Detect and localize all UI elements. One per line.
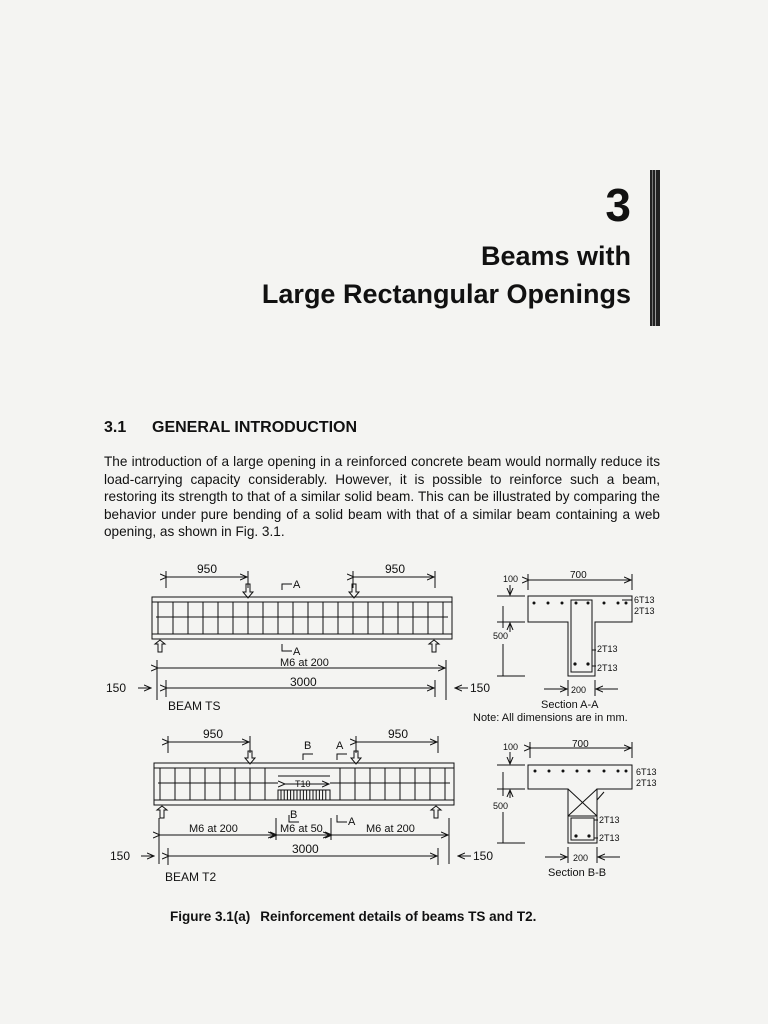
chapter-number: 3 xyxy=(605,179,631,231)
beam-ts-elevation xyxy=(152,571,452,639)
t2-span-label: 3000 xyxy=(292,842,319,856)
section-aa-web-width: 200 xyxy=(571,685,587,695)
ts-span-label: 3000 xyxy=(290,675,317,689)
section-aa-depth: 500 xyxy=(493,631,509,641)
t2-dim-left: 950 xyxy=(203,727,224,741)
section-bb-top-bars-2: 2T13 xyxy=(636,778,657,788)
section-bb-web-width: 200 xyxy=(573,853,589,863)
t2-section-mark-a-bottom: A xyxy=(348,816,356,828)
t2-opening-bars: T10 xyxy=(295,779,311,789)
t2-overhang-left: 150 xyxy=(110,849,131,863)
t2-section-mark-b-bottom: B xyxy=(290,809,298,821)
section-aa-bars xyxy=(533,602,628,666)
beam-ts-dimensions xyxy=(138,640,468,700)
ts-dim-left: 950 xyxy=(197,562,218,576)
t2-stirrup-right: M6 at 200 xyxy=(366,823,415,835)
section-bb-bars xyxy=(534,770,628,838)
chapter-title-line-1: Beams with xyxy=(480,241,631,271)
ts-section-mark-bottom: A xyxy=(293,646,301,658)
ts-dim-right: 950 xyxy=(385,562,406,576)
ts-overhang-right: 150 xyxy=(470,681,491,695)
beam-t2-dimensions xyxy=(141,806,471,865)
section-bb-title: Section B-B xyxy=(548,867,607,879)
t2-stirrup-mid: M6 at 50 xyxy=(280,823,323,835)
section-aa-top-bars-2: 2T13 xyxy=(634,606,655,616)
section-bb-bottom-bars-2: 2T13 xyxy=(599,833,620,843)
ts-overhang-left: 150 xyxy=(106,681,127,695)
section-aa-title: Section A-A xyxy=(541,699,599,711)
t2-overhang-right: 150 xyxy=(473,849,494,863)
section-bb-drawing xyxy=(497,742,632,863)
t2-section-mark-b-top: B xyxy=(304,740,312,752)
section-bb-top-bars-1: 6T13 xyxy=(636,767,657,777)
t2-stirrup-left: M6 at 200 xyxy=(189,823,238,835)
section-aa-bottom-bars-2: 2T13 xyxy=(597,663,618,673)
section-number: 3.1 xyxy=(104,419,127,436)
t2-section-mark-a-top: A xyxy=(336,740,344,752)
figure-caption-text: Reinforcement details of beams TS and T2. xyxy=(260,909,537,924)
section-bb-flange-depth: 100 xyxy=(503,742,519,752)
section-bb-bottom-bars-1: 2T13 xyxy=(599,815,620,825)
section-title: GENERAL INTRODUCTION xyxy=(152,419,358,436)
figure-caption-label: Figure 3.1(a) xyxy=(170,909,251,924)
section-aa-bottom-bars-1: 2T13 xyxy=(597,644,618,654)
figure-caption xyxy=(170,909,536,924)
section-aa-flange-width: 700 xyxy=(570,570,587,581)
t2-dim-right: 950 xyxy=(388,727,409,741)
beam-ts-stirrups xyxy=(158,602,443,634)
intro-paragraph: The introduction of a large opening in a reinforced concrete beam would normally reduce its load-carrying capacity considerably. However, it is possible to reinforce such a beam, restoring its strength to that of a similar solid beam. This can be illustrated by comparing the behavior under pure bending of a solid beam with that of a similar beam containing a web opening, as shown in Fig. 3.1. xyxy=(104,454,660,539)
section-aa-flange-depth: 100 xyxy=(503,574,519,584)
section-bb-flange-width: 700 xyxy=(572,739,589,750)
dimensions-note: Note: All dimensions are in mm. xyxy=(473,712,628,724)
section-aa-drawing xyxy=(497,574,632,696)
ts-stirrup-label: M6 at 200 xyxy=(280,657,329,669)
chapter-title-line-2: Large Rectangular Openings xyxy=(261,279,631,309)
section-aa-top-bars-1: 6T13 xyxy=(634,595,655,605)
ts-section-mark-top: A xyxy=(293,579,301,591)
ts-beam-name: BEAM TS xyxy=(168,699,221,713)
t2-beam-name: BEAM T2 xyxy=(165,870,217,884)
section-bb-depth: 500 xyxy=(493,801,509,811)
